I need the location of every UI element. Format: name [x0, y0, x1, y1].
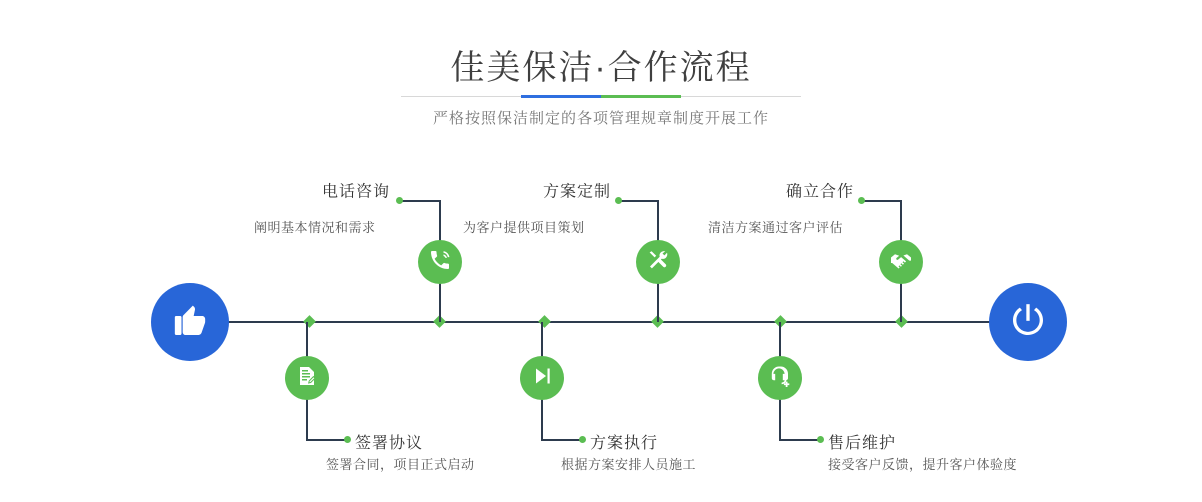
document-edit-icon — [295, 364, 319, 393]
step-4-title: 方案执行 — [590, 435, 659, 452]
step-6-connector-dot — [817, 436, 824, 443]
step-3-connector-dot — [615, 197, 622, 204]
step-6-title: 售后维护 — [828, 435, 897, 452]
step-6-desc: 接受客户反馈，提升客户体验度 — [828, 457, 1018, 472]
step-3-title: 方案定制 — [543, 183, 612, 201]
step-2-connector-horizontal — [306, 439, 346, 441]
thumbs-up-icon — [170, 300, 210, 345]
step-5-connector-horizontal — [861, 200, 901, 202]
step-1-connector-dot — [396, 197, 403, 204]
timeline-end-node — [989, 283, 1067, 361]
step-5-desc: 清洁方案通过客户评估 — [708, 220, 844, 235]
step-2-desc: 签署合同，项目正式启动 — [326, 457, 475, 472]
step-3-desc: 为客户提供项目策划 — [463, 220, 585, 235]
step-2-title: 签署协议 — [355, 435, 424, 452]
divider-accent-green — [601, 95, 681, 98]
page-title: 佳美保洁·合作流程 — [450, 49, 752, 87]
power-icon — [1008, 300, 1048, 345]
step-5-icon-node — [879, 240, 923, 284]
phone-call-icon — [428, 248, 452, 277]
step-2-icon-node — [285, 356, 329, 400]
step-6-icon-node — [758, 356, 802, 400]
play-forward-icon — [530, 364, 554, 393]
divider-accent-blue — [521, 95, 601, 98]
handshake-icon — [889, 248, 913, 277]
step-4-desc: 根据方案安排人员施工 — [561, 457, 697, 472]
step-1-connector-horizontal — [399, 200, 440, 202]
tools-icon — [646, 248, 670, 277]
page-subtitle: 严格按照保洁制定的各项管理规章制度开展工作 — [432, 110, 769, 127]
title-divider — [401, 95, 801, 98]
step-3-icon-node — [636, 240, 680, 284]
step-2-connector-dot — [344, 436, 351, 443]
step-3-connector-horizontal — [618, 200, 658, 202]
step-5-title: 确立合作 — [786, 183, 855, 201]
step-6-connector-horizontal — [779, 439, 819, 441]
step-1-title: 电话咨询 — [322, 183, 391, 201]
timeline-start-node — [151, 283, 229, 361]
step-4-connector-horizontal — [541, 439, 581, 441]
step-5-connector-dot — [858, 197, 865, 204]
step-4-icon-node — [520, 356, 564, 400]
step-1-icon-node — [418, 240, 462, 284]
headset-support-icon — [768, 364, 792, 393]
step-1-desc: 阐明基本情况和需求 — [254, 220, 376, 235]
step-4-connector-dot — [579, 436, 586, 443]
